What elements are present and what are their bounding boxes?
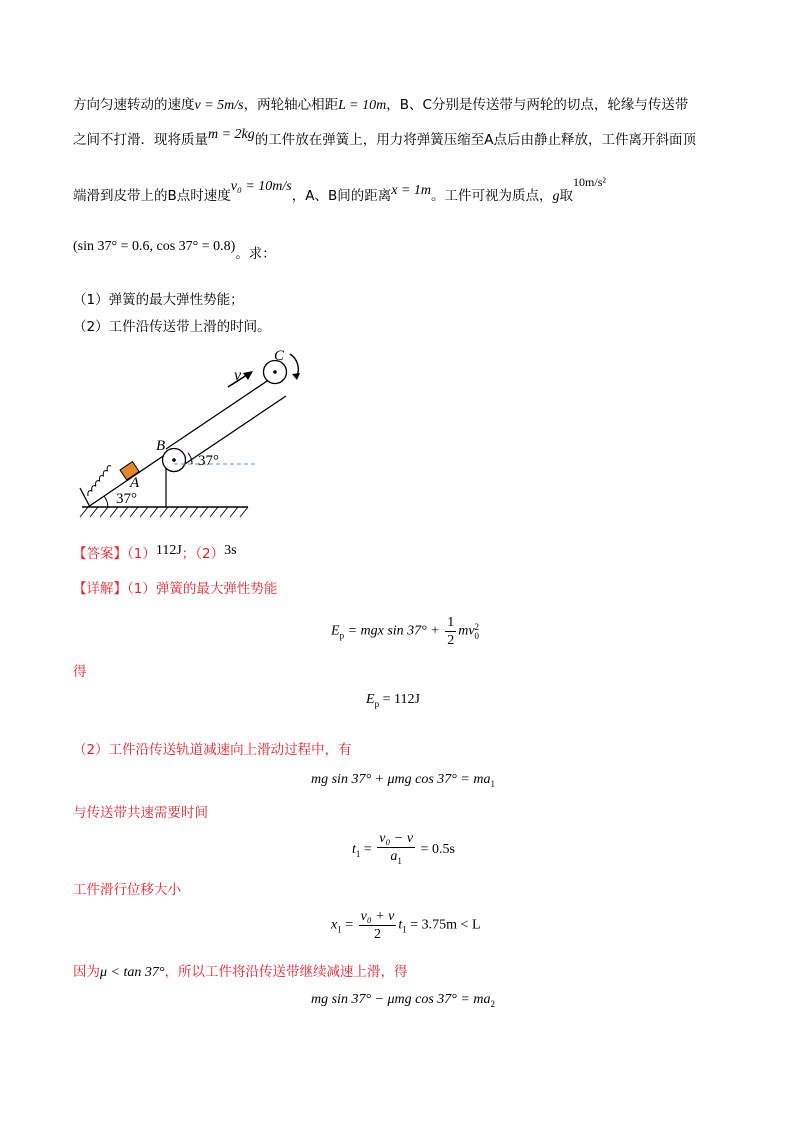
label-v: v bbox=[234, 367, 242, 384]
problem-text: 。求： bbox=[235, 246, 276, 262]
bottom-angle-label: 37° bbox=[116, 491, 137, 507]
eq4-num: v₀ − v bbox=[379, 831, 414, 846]
wheel-B-axle bbox=[172, 458, 176, 462]
eq5-rhs: = 3.75m < L bbox=[406, 917, 481, 933]
label-C: C bbox=[274, 348, 285, 364]
rotation-arrowhead bbox=[292, 373, 300, 380]
because-post: ，所以工件将沿传送带继续减速上滑，得 bbox=[164, 964, 408, 980]
eq4-fraction bbox=[377, 830, 415, 870]
eq1-tail-sub: 0 bbox=[474, 630, 480, 641]
eq2-lhs: E bbox=[366, 692, 375, 707]
question-1: （1）弹簧的最大弹性势能； bbox=[73, 292, 244, 308]
problem-text: ，两轮轴心相距 bbox=[243, 97, 339, 113]
eq5-num: v₀ + v bbox=[360, 909, 395, 924]
gravity-value: 10m/s² bbox=[573, 175, 606, 189]
label-B: B bbox=[156, 438, 166, 454]
label-A: A bbox=[130, 475, 140, 491]
eq3-body: mg sin 37° + μmg cos 37° = ma bbox=[311, 772, 491, 787]
initial-velocity-expr: v₀ = 10m/s bbox=[230, 179, 292, 194]
problem-line-3 bbox=[73, 175, 606, 207]
eq1-frac-den: 2 bbox=[447, 633, 455, 648]
answer-2-value: 3s bbox=[224, 543, 237, 558]
eq1-tail: mv bbox=[458, 623, 475, 639]
gravity-symbol: g bbox=[552, 189, 560, 204]
eq1-lhs: E bbox=[331, 623, 340, 639]
eq4-lhs: t bbox=[352, 842, 356, 858]
eq5-fraction bbox=[359, 908, 397, 943]
equation-2 bbox=[366, 690, 420, 714]
answer-part-1: （1） bbox=[127, 546, 156, 562]
equation-4: $t_1$ = $\frac{\text{v₀ − v}}{a_1}$ = 0.5s bbox=[352, 830, 455, 870]
eq6-sub: 2 bbox=[490, 998, 495, 1009]
displacement-line: 工件滑行位移大小 bbox=[73, 882, 181, 898]
equation-6 bbox=[311, 990, 495, 1014]
conveyor-diagram bbox=[70, 340, 285, 525]
mass-expr: m = 2kg bbox=[208, 127, 255, 142]
problem-line-1 bbox=[73, 95, 688, 116]
velocity-arrowhead bbox=[243, 371, 253, 380]
eq4-den-sub: 1 bbox=[397, 855, 402, 866]
part-1-title: （1）弹簧的最大弹性势能 bbox=[127, 581, 278, 597]
equation-3 bbox=[311, 770, 495, 794]
velocity-expr: v = 5m/s bbox=[194, 98, 244, 113]
solution-tag: 【详解】 bbox=[73, 581, 127, 597]
wheel-C-axle bbox=[273, 370, 277, 374]
eq2-rhs: = 112J bbox=[379, 692, 420, 707]
eq2-lhs-sub: p bbox=[374, 698, 380, 709]
eq6-body: mg sin 37° − μmg cos 37° = ma bbox=[311, 992, 491, 1007]
top-angle-label: 37° bbox=[198, 453, 219, 469]
problem-text: ，A、B间的距离 bbox=[291, 188, 392, 204]
eq5-den: 2 bbox=[374, 927, 381, 942]
eq3-sub: 1 bbox=[490, 778, 495, 789]
eq1-fraction bbox=[445, 614, 456, 649]
eq5-t: t bbox=[398, 917, 403, 933]
eq1-lhs-sub: p bbox=[339, 630, 345, 641]
belt-upper bbox=[166, 373, 279, 449]
de-word: 得 bbox=[73, 664, 87, 680]
eq1-tail-sup: 2 bbox=[474, 621, 480, 632]
problem-text: 取 bbox=[559, 188, 574, 204]
eq1-frac-num: 1 bbox=[447, 615, 455, 630]
length-expr: L = 10m bbox=[338, 98, 387, 113]
answer-tag: 【答案】 bbox=[73, 546, 127, 562]
cospeed-line: 与传送带共速需要时间 bbox=[73, 805, 208, 821]
eq4-lhs-sub: 1 bbox=[355, 848, 361, 859]
problem-text: 端滑到皮带上的B点时速度 bbox=[73, 188, 231, 204]
because-math: μ < tan 37° bbox=[100, 965, 165, 980]
problem-text: ，B、C分别是传送带与两轮的切点，轮缘与传送带 bbox=[386, 97, 689, 113]
answer-part-2: （2） bbox=[195, 546, 225, 562]
eq5-lhs-sub: 1 bbox=[337, 924, 342, 935]
eq1-mid: = mgx sin 37° + bbox=[344, 623, 444, 639]
problem-text: 方向匀速转动的速度 bbox=[73, 97, 195, 113]
solution-heading bbox=[73, 579, 277, 599]
eq4-den: a bbox=[390, 849, 398, 864]
eq5-t-sub: 1 bbox=[402, 924, 407, 935]
because-line bbox=[73, 962, 407, 983]
answer-1-value: 112J bbox=[155, 543, 182, 558]
problem-text: 之间不打滑．现将质量 bbox=[73, 132, 208, 148]
equation-1 bbox=[331, 614, 479, 649]
answer-separator: ； bbox=[181, 546, 196, 562]
because-pre: 因为 bbox=[73, 964, 100, 980]
problem-line-2 bbox=[73, 127, 697, 151]
equation-5: $x_1$ = $\frac{\text{v₀ + v}}{2}$ $t_1 = 3.75m < L$ bbox=[331, 909, 481, 942]
problem-line-4 bbox=[73, 236, 276, 262]
trig-values: (sin 37° = 0.6, cos 37° = 0.8) bbox=[73, 239, 236, 254]
ground-hatch bbox=[80, 507, 248, 517]
bottom-angle-arc bbox=[104, 496, 108, 507]
eq4-rhs: = 0.5s bbox=[417, 842, 455, 858]
answer-line bbox=[73, 544, 237, 565]
problem-text: 。工件可视为质点， bbox=[431, 188, 553, 204]
distance-expr: x = 1m bbox=[391, 183, 432, 198]
problem-text: 的工件放在弹簧上，用力将弹簧压缩至A点后由静止释放，工件离开斜面顶 bbox=[254, 132, 697, 148]
eq5-lhs: x bbox=[331, 917, 338, 933]
belt-lower bbox=[173, 396, 286, 472]
part-2-title: （2）工件沿传送轨道减速向上滑动过程中，有 bbox=[73, 742, 352, 758]
question-2: （2）工件沿传送带上滑的时间。 bbox=[73, 319, 271, 335]
top-angle-arc bbox=[188, 453, 192, 464]
